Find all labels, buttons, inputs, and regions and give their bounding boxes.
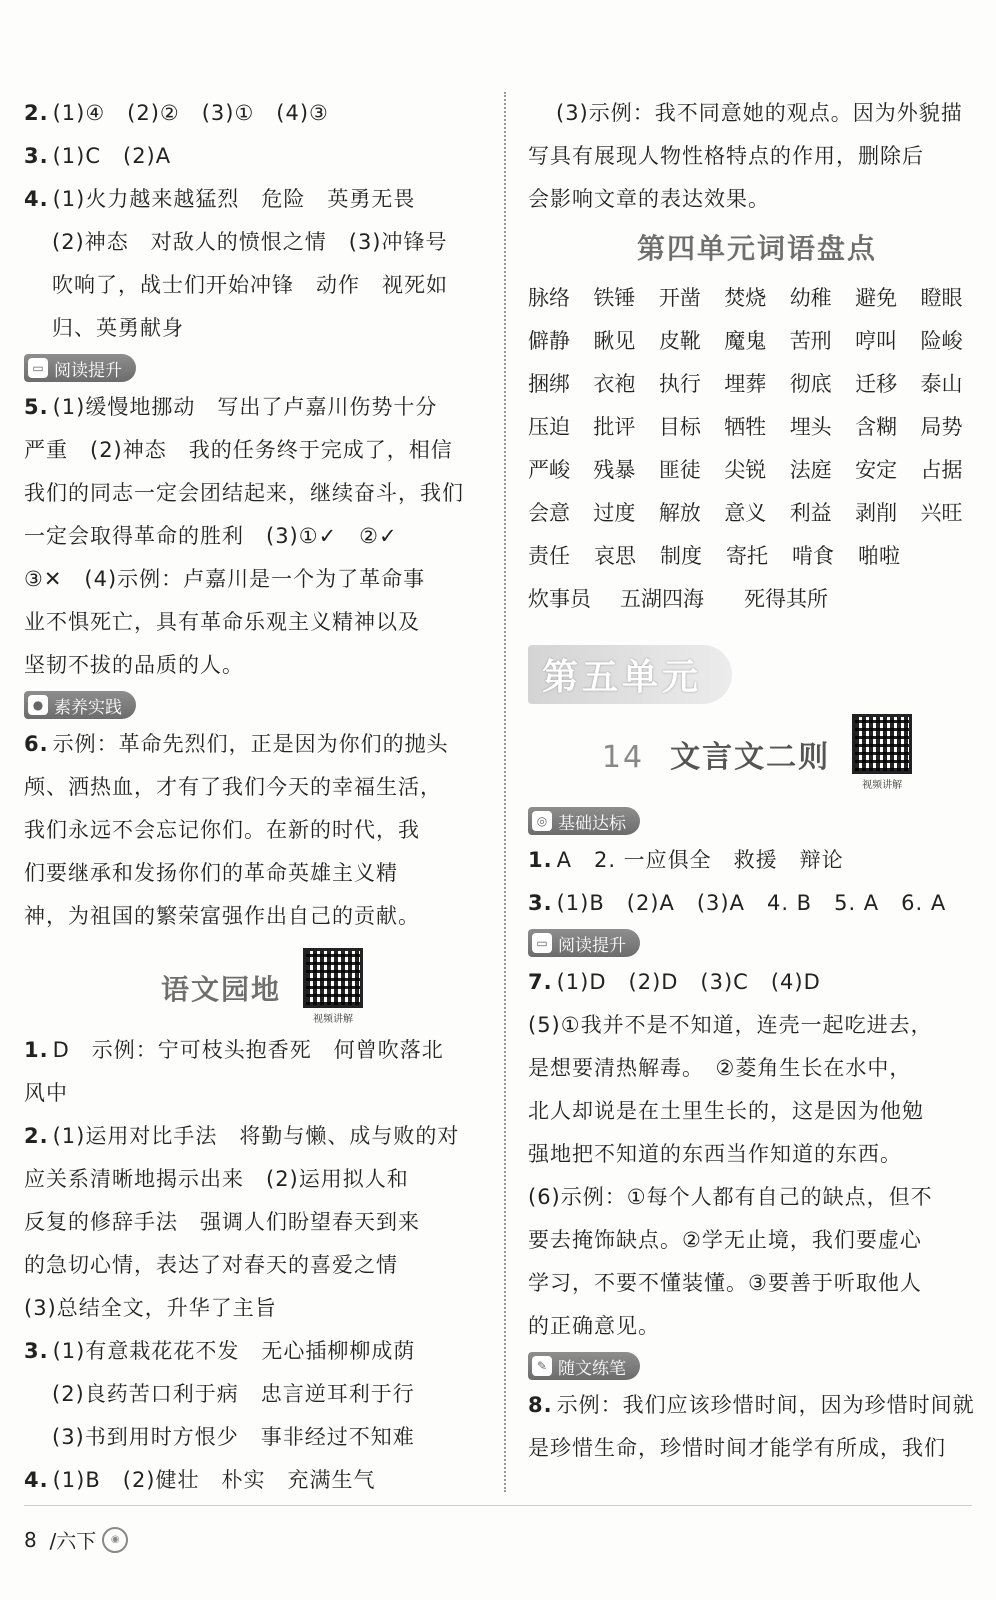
bulb-icon: ● bbox=[28, 695, 48, 715]
answer-line bbox=[24, 135, 500, 178]
word: 幼稚 bbox=[789, 286, 832, 310]
answer-line bbox=[528, 961, 986, 1004]
book-icon: ▭ bbox=[532, 933, 552, 953]
answer-line: 应关系清晰地揭示出来 (2)运用拟人和 bbox=[24, 1167, 409, 1191]
answer-line: (2)神态 对敌人的愤恨之情 (3)冲锋号 bbox=[52, 230, 448, 254]
word-row bbox=[528, 363, 986, 406]
lesson-number: 14 bbox=[601, 740, 645, 775]
word: 炊事员 bbox=[528, 587, 591, 611]
answer-text: (1)火力越来越猛烈 危险 英勇无畏 bbox=[52, 187, 416, 211]
word: 皮靴 bbox=[658, 329, 701, 353]
answer-text: (1)缓慢地挪动 写出了卢嘉川伤势十分 bbox=[52, 395, 438, 419]
answer-line: 们要继承和发扬你们的革命英雄主义精 bbox=[24, 861, 398, 885]
word: 剥削 bbox=[855, 501, 898, 525]
word: 苦刑 bbox=[789, 329, 832, 353]
words-title: 第四单元词语盘点 bbox=[636, 232, 877, 265]
word-list bbox=[528, 277, 986, 621]
word: 安定 bbox=[855, 458, 898, 482]
answer-text: 示例：我们应该珍惜时间，因为珍惜时间就 bbox=[556, 1393, 975, 1417]
badge-reading: ▭ 阅读提升 bbox=[24, 354, 136, 382]
word: 局势 bbox=[920, 415, 963, 439]
answer-line: 我们的同志一定会团结起来，继续奋斗，我们 bbox=[24, 481, 464, 505]
unit-banner: 第五单元 bbox=[528, 645, 732, 704]
answer-line: (2)良药苦口利于病 忠言逆耳利于行 bbox=[52, 1382, 415, 1406]
answer-line bbox=[24, 386, 500, 429]
word-row bbox=[528, 277, 986, 320]
answer-line: 的急切心情，表达了对春天的喜爱之情 bbox=[24, 1253, 398, 1277]
footer-rule bbox=[24, 1505, 972, 1506]
word: 寄托 bbox=[726, 544, 768, 568]
word: 避免 bbox=[855, 286, 898, 310]
page-number: 8 bbox=[24, 1527, 37, 1552]
word: 迁移 bbox=[855, 372, 898, 396]
word: 兴旺 bbox=[920, 501, 963, 525]
question-number: 8. bbox=[528, 1393, 553, 1417]
answer-line: 反复的修辞手法 强调人们盼望春天到来 bbox=[24, 1210, 420, 1234]
answer-line: 的正确意见。 bbox=[528, 1314, 660, 1338]
answer-line bbox=[24, 92, 500, 135]
answer-line: 吹响了，战士们开始冲锋 动作 视死如 bbox=[52, 273, 448, 297]
answer-text: (1)④ (2)② (3)① (4)③ bbox=[52, 101, 329, 125]
answer-text: 示例：革命先烈们，正是因为你们的抛头 bbox=[52, 732, 449, 756]
word: 目标 bbox=[658, 415, 701, 439]
word: 泰山 bbox=[920, 372, 963, 396]
target-icon: ◎ bbox=[532, 811, 552, 831]
answer-text: (1)D (2)D (3)C (4)D bbox=[556, 970, 821, 994]
answer-line bbox=[24, 1029, 500, 1072]
answer-line: 严重 (2)神态 我的任务终于完成了，相信 bbox=[24, 438, 453, 462]
yuandi-header bbox=[24, 948, 500, 1025]
word-row bbox=[528, 406, 986, 449]
book-icon: ▭ bbox=[28, 358, 48, 378]
word: 埋头 bbox=[789, 415, 832, 439]
word-row bbox=[528, 449, 986, 492]
answer-line: (3)总结全文，升华了主旨 bbox=[24, 1296, 277, 1320]
seal-icon: ◉ bbox=[102, 1527, 128, 1553]
word: 尖锐 bbox=[724, 458, 767, 482]
word: 责任 bbox=[528, 544, 570, 568]
answer-text: A 2. 一应俱全 救援 辩论 bbox=[556, 848, 844, 872]
word: 牺牲 bbox=[724, 415, 767, 439]
word: 险峻 bbox=[920, 329, 963, 353]
column-divider bbox=[504, 92, 506, 1492]
badge-basic: ◎ 基础达标 bbox=[528, 807, 640, 835]
answer-line: 要去掩饰缺点。②学无止境，我们要虚心 bbox=[528, 1228, 922, 1252]
answer-text: (1)B (2)健壮 朴实 充满生气 bbox=[52, 1468, 376, 1492]
question-number: 6. bbox=[24, 732, 49, 756]
question-number: 3. bbox=[528, 891, 553, 915]
answer-line bbox=[24, 1115, 500, 1158]
word: 会意 bbox=[528, 501, 570, 525]
answer-line: (3)示例：我不同意她的观点。因为外貌描 bbox=[556, 101, 963, 125]
pen-icon: ✎ bbox=[532, 1356, 552, 1376]
word: 利益 bbox=[789, 501, 832, 525]
question-number: 3. bbox=[24, 1339, 49, 1363]
answer-line bbox=[528, 882, 986, 925]
word: 瞅见 bbox=[593, 329, 636, 353]
question-number: 1. bbox=[528, 848, 553, 872]
answer-line: 北人却说是在土里生长的，这是因为他勉 bbox=[528, 1099, 924, 1123]
word: 哀思 bbox=[594, 544, 636, 568]
word: 瞪眼 bbox=[920, 286, 963, 310]
footer bbox=[24, 1525, 128, 1554]
answer-line: 坚韧不拔的品质的人。 bbox=[24, 653, 244, 677]
word: 僻静 bbox=[528, 329, 570, 353]
right-column bbox=[528, 92, 986, 1470]
answer-line bbox=[24, 723, 500, 766]
answer-line bbox=[24, 1330, 500, 1373]
word: 焚烧 bbox=[724, 286, 767, 310]
answer-line: 会影响文章的表达效果。 bbox=[528, 187, 770, 211]
answer-line bbox=[528, 1384, 986, 1427]
word: 魔鬼 bbox=[724, 329, 767, 353]
yuandi-title: 语文园地 bbox=[160, 973, 281, 1006]
question-number: 5. bbox=[24, 395, 49, 419]
word: 匪徒 bbox=[658, 458, 701, 482]
word: 啃食 bbox=[792, 544, 834, 568]
word: 过度 bbox=[593, 501, 636, 525]
answer-line: 我们永远不会忘记你们。在新的时代，我 bbox=[24, 818, 420, 842]
word: 死得其所 bbox=[744, 587, 828, 611]
word: 含糊 bbox=[855, 415, 898, 439]
word: 执行 bbox=[658, 372, 701, 396]
answer-line: 学习，不要不懂装懂。③要善于听取他人 bbox=[528, 1271, 922, 1295]
answer-line: (5)①我并不是不知道，连壳一起吃进去， bbox=[528, 1013, 933, 1037]
answer-text: (1)B (2)A (3)A 4. B 5. A 6. A bbox=[556, 891, 947, 915]
question-number: 2. bbox=[24, 101, 49, 125]
answer-text: D 示例：宁可枝头抱香死 何曾吹落北 bbox=[52, 1038, 444, 1062]
answer-line: 业不惧死亡，具有革命乐观主义精神以及 bbox=[24, 610, 420, 634]
answer-text: (1)C (2)A bbox=[52, 144, 172, 168]
lesson-title: 14 文言文二则 bbox=[601, 740, 831, 775]
answer-line: 风中 bbox=[24, 1081, 68, 1105]
answer-line: ③✕ (4)示例：卢嘉川是一个为了革命事 bbox=[24, 567, 426, 591]
answer-text: (1)运用对比手法 将勤与懒、成与败的对 bbox=[52, 1124, 460, 1148]
word: 五湖四海 bbox=[620, 587, 704, 611]
answer-line: 是珍惜生命，珍惜时间才能学有所成，我们 bbox=[528, 1436, 946, 1460]
word: 制度 bbox=[660, 544, 702, 568]
badge-reading-right: ▭ 阅读提升 bbox=[528, 929, 640, 957]
word: 啪啦 bbox=[858, 544, 900, 568]
answer-line: 强地把不知道的东西当作知道的东西。 bbox=[528, 1142, 902, 1166]
answer-line: 一定会取得革命的胜利 (3)①✓ ②✓ bbox=[24, 524, 398, 548]
answer-line bbox=[24, 1459, 500, 1502]
question-number: 7. bbox=[528, 970, 553, 994]
word: 捆绑 bbox=[528, 372, 570, 396]
word: 埋葬 bbox=[724, 372, 767, 396]
word: 严峻 bbox=[528, 458, 570, 482]
question-number: 3. bbox=[24, 144, 49, 168]
badge-writing: ✎ 随文练笔 bbox=[528, 1352, 640, 1380]
answer-line: 是想要清热解毒。 ②菱角生长在水中， bbox=[528, 1056, 912, 1080]
qr-code-icon bbox=[852, 714, 912, 774]
word: 残暴 bbox=[593, 458, 636, 482]
answer-text: (1)有意栽花花不发 无心插柳柳成荫 bbox=[52, 1339, 416, 1363]
word: 占据 bbox=[920, 458, 963, 482]
word: 意义 bbox=[724, 501, 767, 525]
answer-line: 神，为祖国的繁荣富强作出自己的贡献。 bbox=[24, 904, 420, 928]
question-number: 4. bbox=[24, 1468, 49, 1492]
word: 彻底 bbox=[789, 372, 832, 396]
word: 哼叫 bbox=[855, 329, 898, 353]
word: 脉络 bbox=[528, 286, 570, 310]
left-column bbox=[24, 92, 500, 1502]
word: 法庭 bbox=[789, 458, 832, 482]
word-row bbox=[528, 535, 986, 578]
answer-line: 归、英勇献身 bbox=[52, 316, 184, 340]
word-row bbox=[528, 492, 986, 535]
answer-line bbox=[528, 839, 986, 882]
word: 批评 bbox=[593, 415, 636, 439]
word: 开凿 bbox=[658, 286, 701, 310]
lesson-header bbox=[528, 714, 986, 791]
lesson-qr-code[interactable]: 视频讲解 bbox=[852, 714, 912, 791]
word: 压迫 bbox=[528, 415, 570, 439]
qr-code[interactable]: 视频讲解 bbox=[303, 948, 363, 1025]
answer-line bbox=[24, 178, 500, 221]
word-row bbox=[528, 320, 986, 363]
answer-line: (6)示例：①每个人都有自己的缺点，但不 bbox=[528, 1185, 933, 1209]
word: 衣袍 bbox=[593, 372, 636, 396]
word: 铁锤 bbox=[593, 286, 636, 310]
answer-line: 颅、洒热血，才有了我们今天的幸福生活， bbox=[24, 775, 442, 799]
grade-label: /六下 bbox=[49, 1529, 97, 1553]
answer-line: 写具有展现人物性格特点的作用，删除后 bbox=[528, 144, 924, 168]
badge-practice: ● 素养实践 bbox=[24, 691, 136, 719]
question-number: 4. bbox=[24, 187, 49, 211]
word-row bbox=[528, 578, 986, 621]
answer-line: (3)书到用时方恨少 事非经过不知难 bbox=[52, 1425, 415, 1449]
word: 解放 bbox=[658, 501, 701, 525]
question-number: 1. bbox=[24, 1038, 49, 1062]
qr-code-icon bbox=[303, 948, 363, 1008]
question-number: 2. bbox=[24, 1124, 49, 1148]
